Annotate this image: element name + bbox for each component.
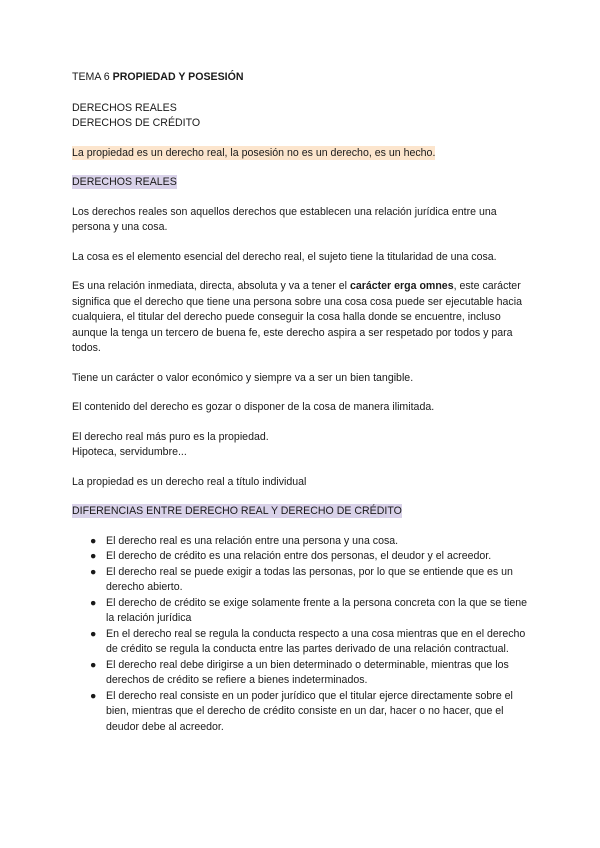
p3-text-before: Es una relación inmediata, directa, absoluta y va a tener el	[72, 280, 350, 292]
document-title	[72, 70, 528, 86]
list-item	[72, 627, 528, 658]
title-main: PROPIEDAD Y POSESIÓN	[112, 71, 244, 83]
bullet-dot-icon: ●	[90, 689, 97, 702]
intro-item-derechos-credito: DERECHOS DE CRÉDITO	[72, 117, 201, 129]
section1-heading: DERECHOS REALES	[72, 176, 177, 188]
list-item-text: El derecho de crédito se exige solamente frente a la persona concreta con la que se tiene la relación jurídica	[106, 596, 528, 624]
list-item-text: El derecho real es una relación entre una persona y una cosa.	[106, 534, 399, 547]
list-item	[72, 534, 528, 550]
title-prefix: TEMA 6	[72, 71, 113, 83]
list-item-text: El derecho de crédito es una relación entre dos personas, el deudor y el acreedor.	[106, 550, 492, 562]
section1-heading-paragraph	[72, 175, 528, 191]
list-item	[72, 689, 528, 736]
list-item-text: En el derecho real se regula la conducta respecto a una cosa mientras que en el derecho de crédito se regula la conducta entre las partes derivado de una relación contractual.	[106, 627, 526, 655]
bullet-dot-icon: ●	[90, 596, 97, 609]
section1-paragraph-4: Tiene un carácter o valor económico y siempre va a ser un bien tangible.	[72, 371, 414, 384]
section1-paragraph-3	[72, 279, 528, 357]
section1-paragraph-1: Los derechos reales son aquellos derechos que establecen una relación jurídica entre una persona y una cosa.	[72, 205, 497, 233]
list-item	[72, 565, 528, 596]
list-item-text: El derecho real debe dirigirse a un bien determinado o determinable, mientras que los derechos de crédito se refiere a bienes indeterminados.	[106, 658, 509, 686]
bullet-dot-icon: ●	[90, 627, 97, 640]
list-item-text: El derecho real consiste en un poder jurídico que el titular ejerce directamente sobre el bien, mientras que el derecho de crédito consiste en un dar, hacer o no hacer, que el deudor debe al acreedor.	[106, 689, 513, 733]
p3-text-after: , este carácter significa que el derecho que tiene una persona sobre una cosa cosa puede ser ejecutable hacia cualquiera, el titular del derecho puede conseguir la cosa halla donde se encuentre, incluso aunque la tenga un tercero de buena fe, este derecho aspira a ser respetado por todos y para todos.	[72, 280, 522, 354]
section1-paragraph-2: La cosa es el elemento esencial del derecho real, el sujeto tiene la titularidad de una cosa.	[72, 250, 497, 263]
p6-line-1: El derecho real más puro es la propiedad.	[72, 430, 269, 443]
section1-paragraph-6	[72, 430, 528, 461]
highlight-statement: La propiedad es un derecho real, la posesión no es un derecho, es un hecho.	[72, 146, 436, 159]
p3-bold-term: carácter erga omnes	[349, 280, 454, 292]
highlight-statement-paragraph	[72, 146, 528, 162]
section1-paragraph-5: El contenido del derecho es gozar o disponer de la cosa de manera ilimitada.	[72, 401, 435, 413]
section2-heading: DIFERENCIAS ENTRE DERECHO REAL Y DERECHO DE CRÉDITO	[72, 505, 402, 517]
differences-list	[72, 534, 528, 736]
list-item-text: El derecho real se puede exigir a todas las personas, por lo que se entiende que es un derecho abierto.	[106, 565, 513, 593]
intro-item-derechos-reales: DERECHOS REALES	[72, 101, 177, 114]
bullet-dot-icon: ●	[90, 565, 97, 578]
list-item	[72, 596, 528, 627]
bullet-dot-icon: ●	[90, 534, 97, 547]
section1-paragraph-7: La propiedad es un derecho real a título individual	[72, 475, 307, 488]
bullet-dot-icon: ●	[90, 658, 97, 671]
bullet-dot-icon: ●	[90, 550, 97, 562]
intro-list	[72, 101, 528, 132]
list-item	[72, 658, 528, 689]
document-body	[72, 70, 528, 735]
section2-heading-paragraph	[72, 504, 528, 520]
p6-line-2: Hipoteca, servidumbre...	[72, 446, 187, 458]
list-item	[72, 549, 528, 565]
